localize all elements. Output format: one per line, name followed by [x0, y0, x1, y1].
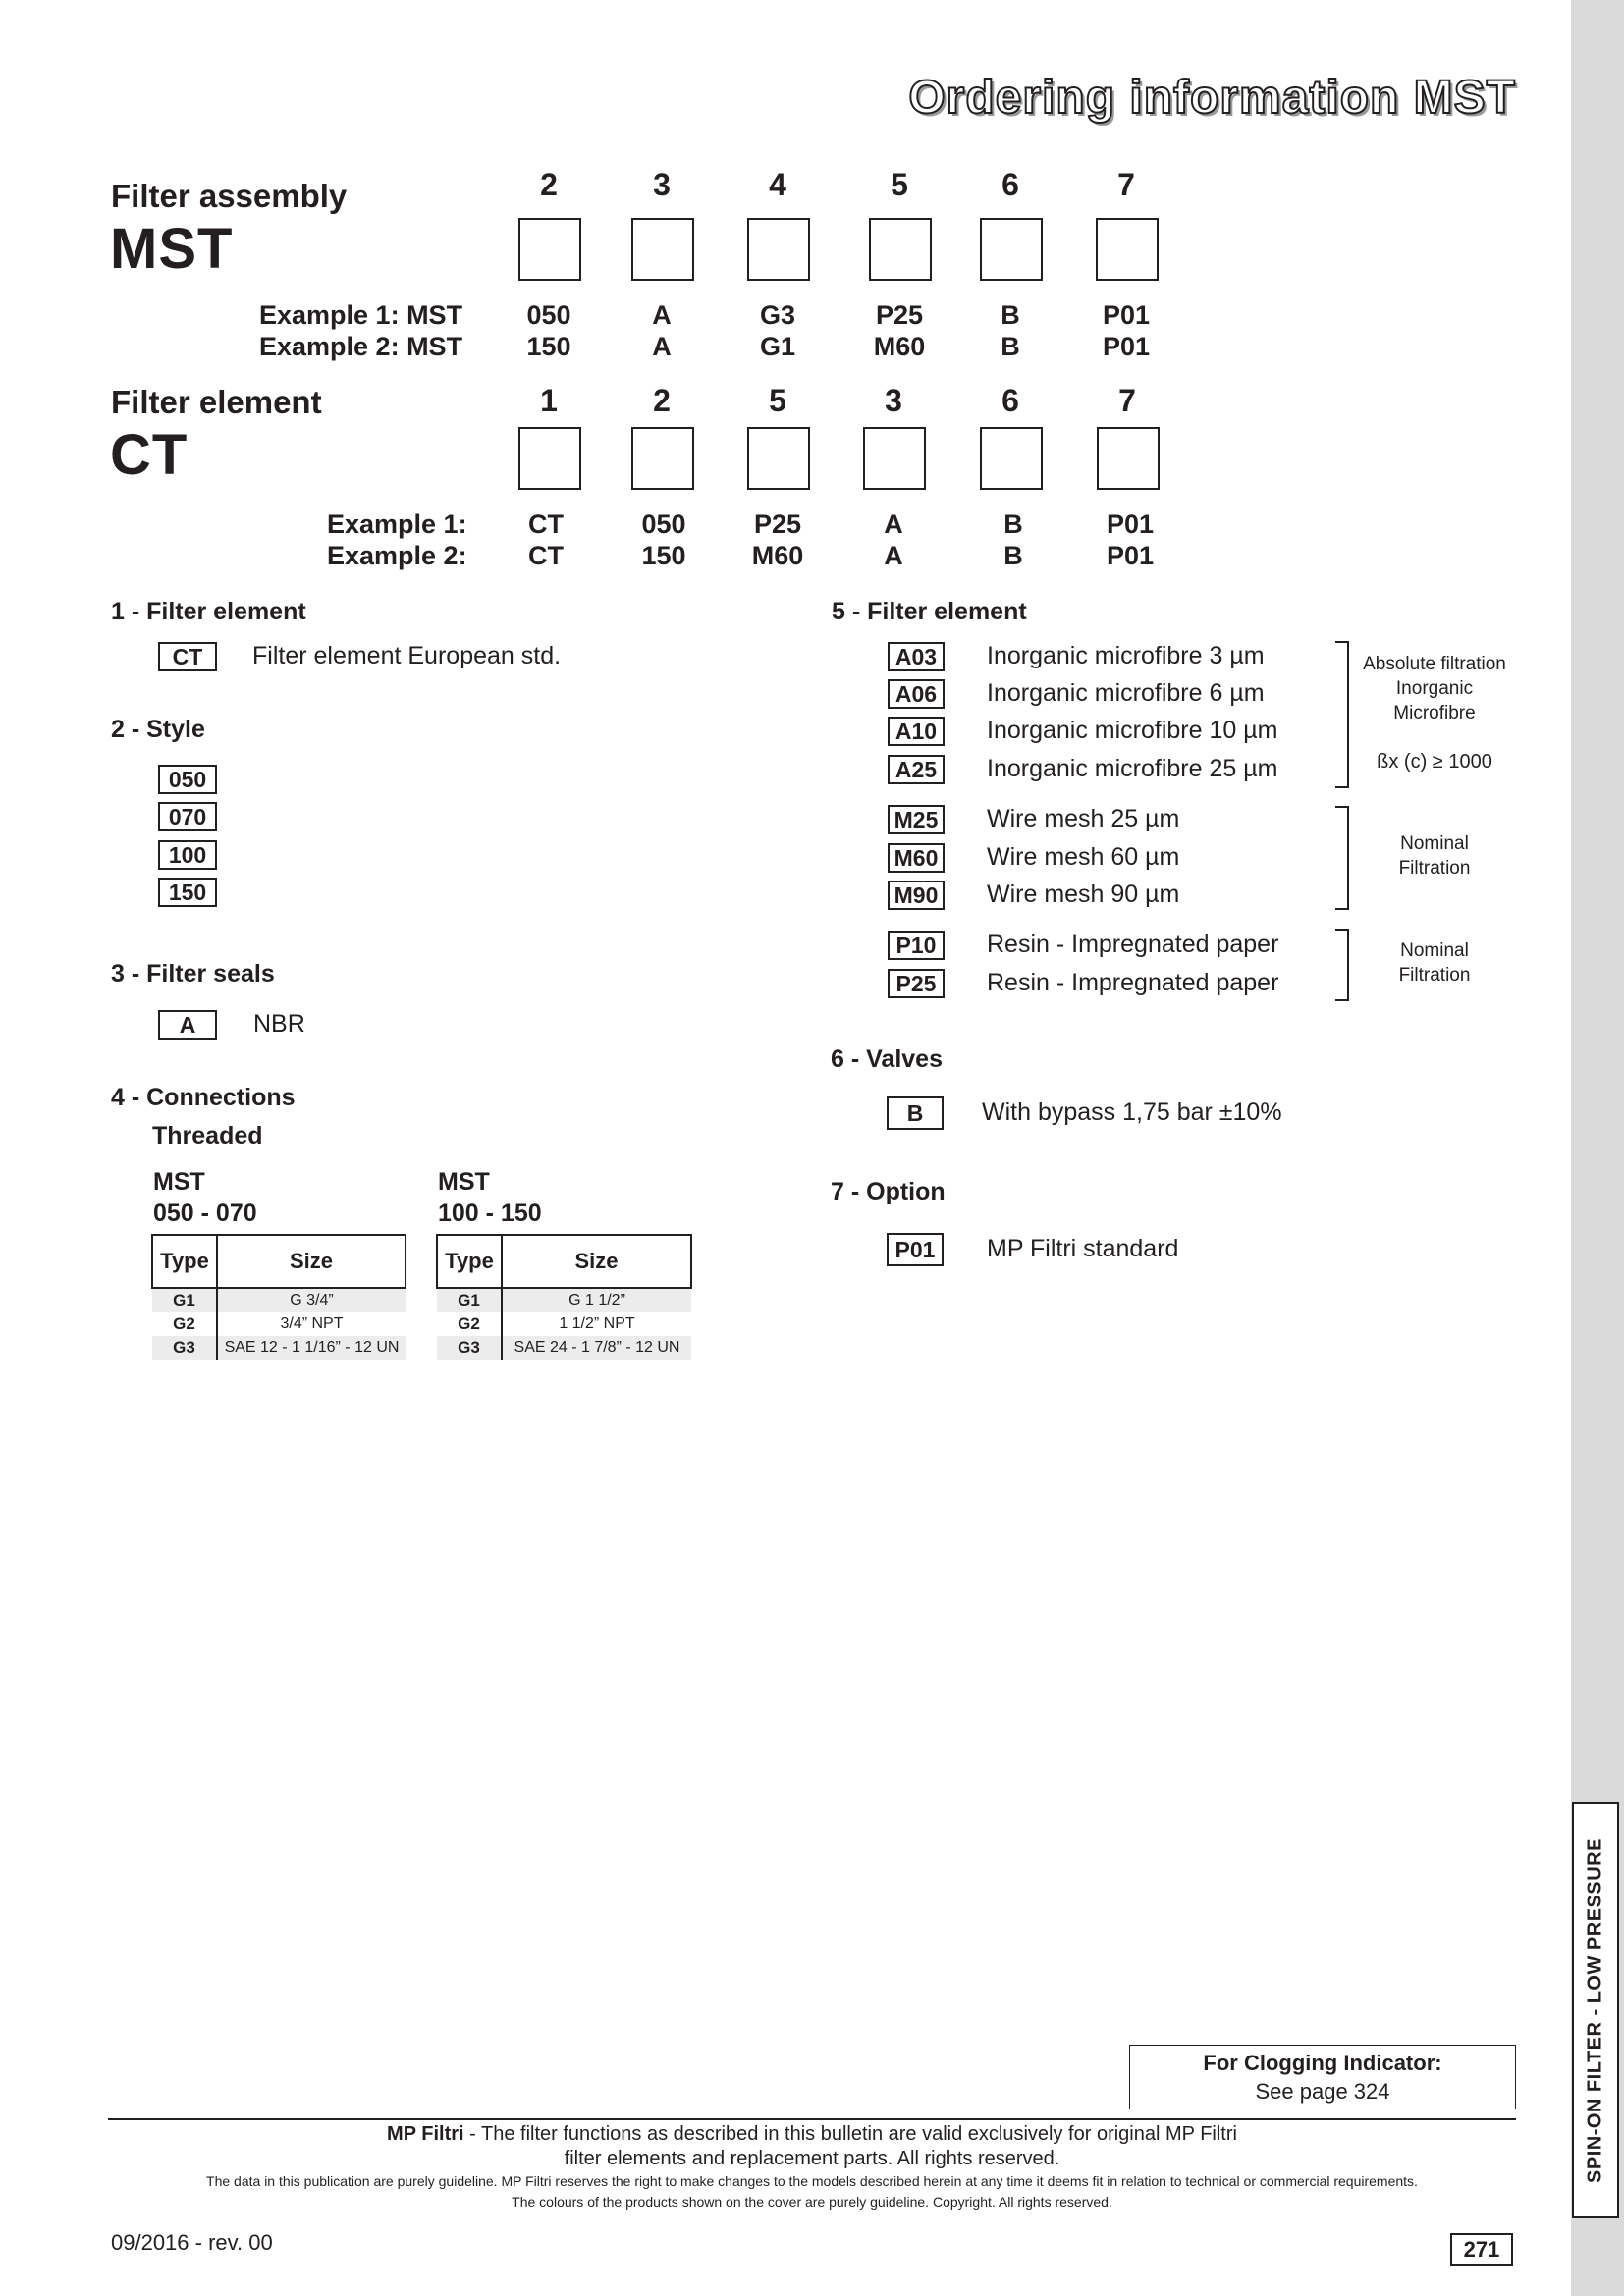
option-description: Filter element European std. [252, 642, 562, 669]
element-code-box [1097, 427, 1160, 490]
element-example-value: CT [528, 509, 564, 539]
group-note [1351, 938, 1518, 988]
assembly-label: Filter assembly [111, 178, 348, 214]
section-1-title: 1 - Filter element [111, 598, 306, 625]
option-description: MP Filtri standard [987, 1235, 1179, 1262]
element-example-value: 150 [641, 541, 686, 570]
element-example-value: CT [528, 541, 564, 570]
element-code-box [631, 427, 694, 490]
assembly-example-value: P25 [875, 300, 924, 330]
option-code: P01 [887, 1233, 944, 1266]
group-bracket [1335, 929, 1349, 1001]
note-line: Microfibre [1393, 703, 1476, 723]
option-description: Resin - Impregnated paper [987, 969, 1279, 996]
option-description: Wire mesh 60 µm [987, 843, 1180, 871]
group-bracket [1335, 806, 1349, 910]
option-code: 100 [158, 840, 217, 870]
assembly-example-value: B [1001, 300, 1020, 330]
option-code: 070 [158, 802, 217, 831]
size-cell: SAE 24 - 1 7/8” - 12 UN [502, 1336, 691, 1360]
option-code: 050 [158, 765, 217, 794]
group-note [1351, 831, 1518, 881]
revision-date: 09/2016 - rev. 00 [111, 2230, 273, 2255]
element-example-value: P25 [753, 509, 802, 539]
assembly-example-value: A [652, 332, 672, 361]
assembly-code-box [1096, 218, 1159, 281]
option-code: M60 [888, 843, 945, 873]
note-beta-ratio: ßx (c) ≥ 1000 [1377, 751, 1492, 773]
element-code-box [863, 427, 926, 490]
section-3-title: 3 - Filter seals [111, 960, 275, 988]
option-code: M25 [888, 805, 945, 834]
option-description: Inorganic microfibre 3 µm [987, 642, 1265, 669]
table-1-heading [153, 1166, 257, 1229]
note-line: Nominal [1400, 833, 1469, 854]
element-label: Filter element [111, 384, 322, 420]
size-cell: 3/4” NPT [280, 1315, 344, 1332]
clogging-text: See page 324 [1255, 2079, 1390, 2104]
element-example-1-label: Example 1: [327, 509, 467, 539]
page-number: 271 [1450, 2233, 1513, 2266]
footer-small-print-2: The colours of the products shown on the cover are purely guideline. Copyright. All rights reserved. [512, 2194, 1112, 2210]
element-col-number: 5 [769, 383, 786, 418]
type-cell: G2 [152, 1312, 217, 1336]
section-4-subtitle: Threaded [152, 1122, 263, 1149]
assembly-example-value: M60 [873, 332, 926, 361]
section-5-title: 5 - Filter element [832, 598, 1027, 625]
size-cell: 1 1/2” NPT [559, 1315, 635, 1332]
element-col-number: 6 [1001, 383, 1019, 418]
footer-divider [108, 2118, 1516, 2120]
group-bracket [1335, 641, 1349, 788]
assembly-col-number: 6 [1001, 167, 1019, 202]
connections-table-2 [436, 1234, 692, 1360]
option-code: A06 [888, 679, 945, 709]
table-2-heading [438, 1166, 542, 1229]
assembly-code-box [518, 218, 581, 281]
note-line: Filtration [1398, 965, 1471, 986]
option-code: P10 [888, 931, 945, 960]
assembly-example-value: G3 [759, 300, 796, 330]
table-row [152, 1336, 406, 1360]
option-code: M90 [888, 881, 945, 910]
element-col-number: 3 [885, 383, 902, 418]
assembly-example-value: B [1001, 332, 1020, 361]
element-example-value: P01 [1106, 509, 1155, 539]
assembly-code-box [631, 218, 694, 281]
assembly-code-box [869, 218, 932, 281]
col-size: Size [502, 1235, 691, 1288]
option-description: Wire mesh 25 µm [987, 805, 1180, 832]
option-code: A25 [888, 755, 945, 784]
assembly-col-number: 5 [891, 167, 908, 202]
assembly-example-value: A [652, 300, 672, 330]
element-col-number: 2 [653, 383, 671, 418]
note-line: Absolute filtration [1363, 654, 1506, 674]
table-1-model: MST [153, 1168, 205, 1196]
clogging-title: For Clogging Indicator: [1203, 2051, 1442, 2075]
option-code: P25 [888, 969, 945, 998]
assembly-example-value: G1 [759, 332, 796, 361]
type-cell: G1 [152, 1288, 217, 1312]
assembly-example-value: 150 [526, 332, 571, 361]
connections-table-1 [151, 1234, 406, 1360]
col-type: Type [437, 1235, 502, 1288]
footer-disclaimer [108, 2122, 1516, 2147]
footer-small-print-1: The data in this publication are purely guideline. MP Filtri reserves the right to make changes to the models described herein at any time it deems fit in relation to technical or commercial requirements. [206, 2173, 1418, 2189]
assembly-code-box [747, 218, 810, 281]
assembly-code-box [980, 218, 1043, 281]
table-row [437, 1288, 691, 1312]
size-cell: G 1 1/2” [502, 1288, 691, 1312]
assembly-code: MST [110, 217, 234, 281]
section-6-title: 6 - Valves [831, 1045, 943, 1073]
size-cell: G 3/4” [217, 1288, 406, 1312]
clogging-indicator-note [1129, 2045, 1516, 2109]
element-code-box [747, 427, 810, 490]
note-line: Nominal [1400, 940, 1469, 961]
element-code-box [980, 427, 1043, 490]
table-row [437, 1336, 691, 1360]
col-type: Type [152, 1235, 217, 1288]
table-2-model: MST [438, 1168, 490, 1196]
option-code: A03 [888, 642, 945, 671]
element-example-value: P01 [1106, 541, 1155, 570]
option-description: With bypass 1,75 bar ±10% [982, 1098, 1282, 1126]
assembly-example-1-label: Example 1: MST [259, 300, 463, 330]
assembly-example-value: P01 [1102, 332, 1151, 361]
section-7-title: 7 - Option [831, 1178, 946, 1205]
option-description: Inorganic microfibre 25 µm [987, 755, 1278, 782]
type-cell: G3 [437, 1336, 502, 1360]
element-example-value: M60 [751, 541, 804, 570]
option-description: Resin - Impregnated paper [987, 931, 1279, 958]
section-2-title: 2 - Style [111, 716, 205, 743]
element-example-value: B [1003, 509, 1023, 539]
option-description: Inorganic microfibre 10 µm [987, 717, 1278, 744]
option-code: B [887, 1096, 944, 1130]
table-2-range: 100 - 150 [438, 1200, 542, 1227]
assembly-col-number: 7 [1117, 167, 1135, 202]
group-note [1351, 652, 1518, 774]
element-example-value: A [884, 509, 903, 539]
option-description: Wire mesh 90 µm [987, 881, 1180, 908]
footer-line-2: filter elements and replacement parts. All rights reserved. [564, 2148, 1060, 2169]
assembly-col-number: 3 [653, 167, 671, 202]
element-example-2-label: Example 2: [327, 541, 467, 570]
option-code: A10 [888, 717, 945, 746]
element-col-number: 7 [1118, 383, 1136, 418]
option-description: NBR [253, 1010, 305, 1038]
section-tab-label: SPIN-ON FILTER - LOW PRESSURE [1584, 1838, 1606, 2183]
option-code: CT [158, 642, 217, 671]
element-code: CT [110, 423, 189, 487]
option-description: Inorganic microfibre 6 µm [987, 679, 1265, 707]
element-col-number: 1 [540, 383, 558, 418]
option-code: 150 [158, 878, 217, 907]
element-code-box [518, 427, 581, 490]
section-tab [1572, 1802, 1619, 2218]
footer-brand: MP Filtri [387, 2123, 464, 2145]
element-example-value: 050 [641, 509, 686, 539]
assembly-col-number: 2 [540, 167, 558, 202]
table-row [437, 1312, 691, 1336]
note-line: Filtration [1398, 858, 1471, 879]
option-code: A [158, 1010, 217, 1040]
table-1-range: 050 - 070 [153, 1200, 257, 1227]
assembly-example-value: 050 [526, 300, 571, 330]
element-example-value: B [1003, 541, 1023, 570]
size-cell: SAE 12 - 1 1/16” - 12 UN [217, 1336, 406, 1360]
assembly-example-2-label: Example 2: MST [259, 332, 463, 361]
type-cell: G2 [437, 1312, 502, 1336]
assembly-col-number: 4 [769, 167, 786, 202]
table-row [152, 1288, 406, 1312]
type-cell: G1 [437, 1288, 502, 1312]
element-example-value: A [884, 541, 903, 570]
note-line: Inorganic [1395, 678, 1474, 699]
page-title: Ordering information MST [908, 72, 1516, 124]
col-size: Size [217, 1235, 406, 1288]
footer-line-1: - The filter functions as described in this bulletin are valid exclusively for original MP Filtri [463, 2123, 1237, 2145]
assembly-example-value: P01 [1102, 300, 1151, 330]
type-cell: G3 [152, 1336, 217, 1360]
section-4-title: 4 - Connections [111, 1084, 296, 1111]
table-row [152, 1312, 406, 1336]
